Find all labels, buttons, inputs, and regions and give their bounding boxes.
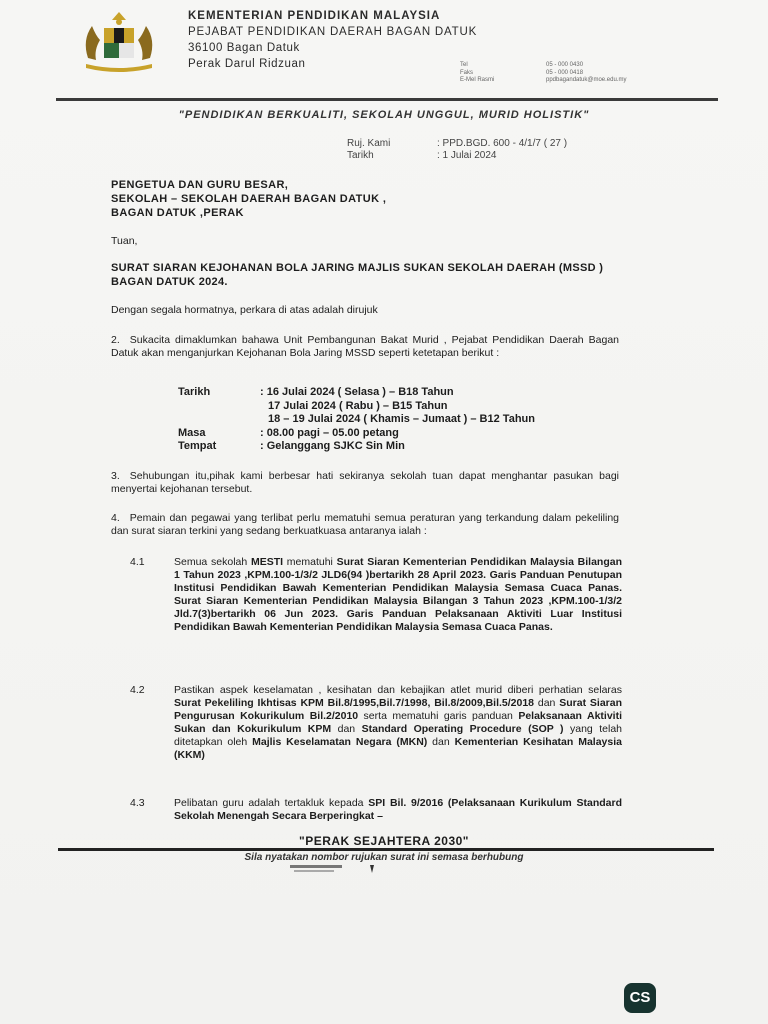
salutation: Tuan,	[111, 235, 138, 247]
letter-subject: SURAT SIARAN KEJOHANAN BOLA JARING MAJLIS SUKAN SEKOLAH DAERAH (MSSD ) BAGAN DATUK 2024.	[111, 262, 604, 288]
schedule-row	[178, 440, 598, 454]
contact-label: E-Mel Rasmi	[460, 77, 495, 83]
letterhead	[188, 8, 488, 72]
reference-value: : PPD.BGD. 600 - 4/1/7 ( 27 )	[437, 138, 568, 149]
item-4-3	[130, 797, 622, 823]
schedule-label: Masa	[178, 426, 206, 439]
contact-row	[460, 70, 720, 78]
paragraph-number: 2.	[111, 334, 120, 346]
header-divider	[56, 98, 718, 101]
paragraph-text: Sehubungan itu,pihak kami berbesar hati sekiranya sekolah tuan dapat menghantar pasukan bagi menyertai kejohanan tersebut.	[111, 470, 619, 495]
item-4-1	[130, 556, 622, 634]
reference-row	[347, 138, 647, 150]
addressee-block	[111, 178, 611, 220]
contact-row	[460, 62, 720, 70]
schedule-value: 18 – 19 Julai 2024 ( Khamis – Jumaat ) – B12 Tahun	[268, 413, 535, 425]
contact-label: Tel	[460, 62, 468, 68]
addressee-line: PENGETUA DAN GURU BESAR,	[111, 179, 289, 191]
office-name: PEJABAT PENDIDIKAN DAERAH BAGAN DATUK	[188, 26, 478, 38]
contact-block	[460, 62, 720, 85]
address-line: 36100 Bagan Datuk	[188, 42, 300, 54]
schedule-value: : 08.00 pagi – 05.00 petang	[260, 426, 399, 439]
schedule-row	[178, 427, 598, 441]
footer-divider	[58, 848, 714, 851]
camscanner-badge-icon: CS	[624, 983, 656, 1013]
opening-paragraph: Dengan segala hormatnya, perkara di atas adalah dirujuk	[111, 304, 378, 316]
schedule-value: 17 Julai 2024 ( Rabu ) – B15 Tahun	[268, 399, 448, 412]
schedule-label: Tempat	[178, 440, 217, 452]
contact-row	[460, 77, 720, 85]
schedule-label: Tarikh	[178, 386, 211, 398]
item-text: Pelibatan guru adalah tertakluk kepada SPI Bil. 9/2016 (Pelaksanaan Kurikulum Standard Sekolah Menengah Secara Berperingkat –	[174, 797, 622, 822]
footer-note: Sila nyatakan nombor rujukan surat ini semasa berhubung	[244, 852, 524, 863]
date-label: Tarikh	[347, 150, 374, 161]
footer-motto: "PERAK SEJAHTERA 2030"	[299, 834, 469, 848]
contact-value: 05 - 000 0430	[546, 62, 584, 68]
paragraph-text: Sukacita dimaklumkan bahawa Unit Pembangunan Bakat Murid , Pejabat Pendidikan Daerah Bagan Datuk akan menganjurkan Kejohanan Bola Jaring MSSD seperti ketetapan berikut :	[111, 334, 619, 359]
paragraph-3	[111, 470, 619, 496]
schedule-row	[178, 386, 598, 400]
item-number: 4.3	[130, 797, 145, 809]
address-line: Perak Darul Ridzuan	[188, 58, 306, 70]
paragraph-number: 3.	[111, 470, 120, 482]
item-text: Semua sekolah MESTI mematuhi Surat Siaran Kementerian Pendidikan Malaysia Bilangan 1 Tahun 2023 ,KPM.100-1/3/2 JLD6(94 )bertarikh 28 April 2023. Garis Panduan Penutupan Institusi Pendidikan Bawah Kementerian Pendidikan Malaysia Semasa Cuaca Panas. Surat Siaran Kementerian Pendidikan Malaysia Bilangan 3 Tahun 2023 ,KPM.100-1/3/2 Jld.7(3)bertarikh 06 Jun 2023. Garis Panduan Pelaksanaan Aktiviti Luar Institusi Pendidikan Bawah Kementerian Pendidikan Malaysia Semasa Cuaca Panas.	[174, 556, 623, 633]
item-text: Pastikan aspek keselamatan , kesihatan dan kebajikan atlet murid diberi perhatian selaras Surat Pekeliling Ikhtisas KPM Bil.8/1995,Bil.7/1998, Bil.8/2009,Bil.5/2018 dan Surat Siaran Pengurusan Kokurikulum Bil.2/2010 serta mematuhi garis panduan Pelaksanaan Aktiviti Sukan dan Kokurikulum KPM dan Standard Operating Procedure (SOP ) yang telah ditetapkan oleh Majlis Keselamatan Negara (MKN) dan Kementerian Kesihatan Malaysia (KKM)	[174, 684, 623, 761]
item-4-2	[130, 684, 622, 762]
date-row	[347, 150, 647, 162]
schedule-block	[178, 386, 598, 454]
schedule-row	[178, 400, 598, 414]
addressee-line: SEKOLAH – SEKOLAH DAERAH BAGAN DATUK ,	[111, 193, 387, 205]
footer-stamp-logo	[290, 864, 380, 874]
contact-value: ppdbagandatuk@moe.edu.my	[546, 77, 627, 83]
paragraph-4	[111, 512, 619, 538]
contact-value: 05 - 000 0418	[546, 69, 584, 76]
reference-block	[347, 138, 647, 162]
schedule-value: : 16 Julai 2024 ( Selasa ) – B18 Tahun	[260, 386, 454, 398]
item-number: 4.1	[130, 556, 145, 568]
reference-label: Ruj. Kami	[347, 138, 391, 149]
paragraph-2	[111, 334, 619, 360]
schedule-row	[178, 413, 598, 427]
schedule-value: : Gelanggang SJKC Sin Min	[260, 440, 405, 452]
date-value: : 1 Julai 2024	[437, 150, 497, 161]
item-number: 4.2	[130, 684, 145, 696]
ministry-name: KEMENTERIAN PENDIDIKAN MALAYSIA	[188, 10, 441, 22]
paragraph-number: 4.	[111, 512, 120, 524]
addressee-line: BAGAN DATUK ,PERAK	[111, 207, 244, 219]
paragraph-text: Pemain dan pegawai yang terlibat perlu mematuhi semua peraturan yang terkandung dalam pekeliling dan surat siaran terkini yang sedang berkuatkuasa antaranya ialah :	[111, 512, 619, 537]
ministry-motto: "PENDIDIKAN BERKUALITI, SEKOLAH UNGGUL, MURID HOLISTIK"	[178, 109, 590, 121]
coat-of-arms-logo	[78, 10, 160, 74]
contact-label: Faks	[460, 69, 474, 76]
